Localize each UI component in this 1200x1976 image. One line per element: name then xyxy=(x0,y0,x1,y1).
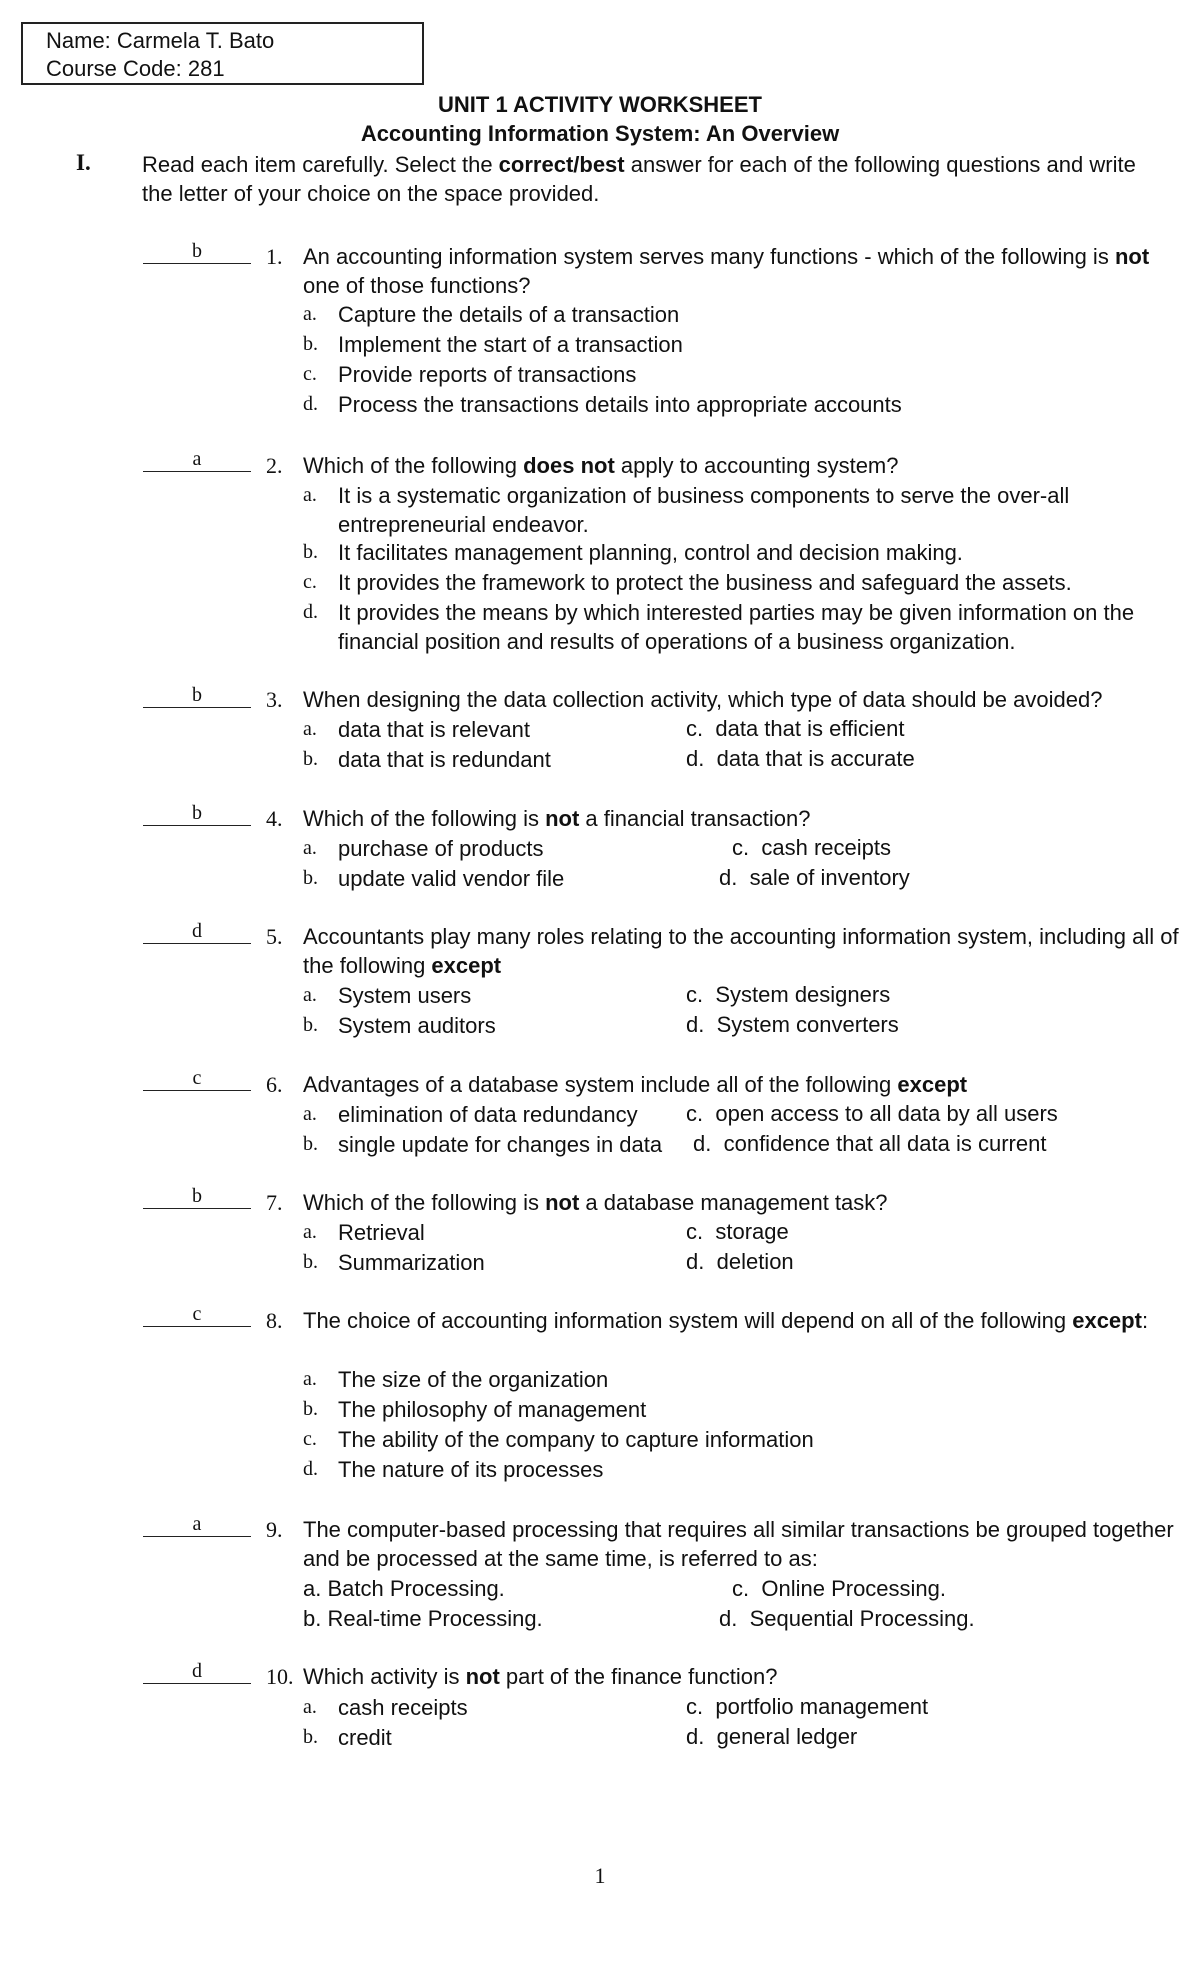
option-text: purchase of products xyxy=(338,836,544,861)
question-text: Which of the following does not apply to accounting system? xyxy=(303,453,899,478)
option-d: d. Sequential Processing. xyxy=(719,1606,975,1631)
option-text: Capture the details of a transaction xyxy=(338,302,680,327)
option-text: System auditors xyxy=(338,1013,496,1038)
section-numeral: I. xyxy=(76,150,91,175)
option-label: b. xyxy=(303,748,318,770)
option-text: The ability of the company to capture information xyxy=(338,1427,814,1452)
page-number: 1 xyxy=(594,1863,606,1888)
option-text: Summarization xyxy=(338,1250,485,1275)
name-course-box xyxy=(21,22,424,85)
option-label: d. xyxy=(303,1458,318,1480)
option-text: Retrieval xyxy=(338,1220,425,1245)
answer-blank[interactable]: d xyxy=(143,923,251,944)
option-label: a. xyxy=(303,1368,317,1390)
option-label: a. xyxy=(303,484,317,506)
answer-blank[interactable]: b xyxy=(143,243,251,264)
option-d: d. sale of inventory xyxy=(719,865,910,890)
question-number: 7. xyxy=(266,1190,283,1215)
option-d: d. confidence that all data is current xyxy=(693,1131,1047,1156)
option-text: It provides the means by which interested parties may be given information on the financial position and results of operations of a business organization. xyxy=(338,600,1135,654)
option-label: b. xyxy=(303,867,318,889)
option-text: single update for changes in data xyxy=(338,1132,663,1157)
option-a: a. Batch Processing. xyxy=(303,1576,505,1601)
option-label: c. xyxy=(303,363,317,385)
option-text: Implement the start of a transaction xyxy=(338,332,683,357)
option-text: cash receipts xyxy=(338,1695,468,1720)
option-label: b. xyxy=(303,1014,318,1036)
option-c: c. cash receipts xyxy=(732,835,891,860)
question-number: 6. xyxy=(266,1072,283,1097)
option-text: The size of the organization xyxy=(338,1367,609,1392)
question-number: 1. xyxy=(266,244,283,269)
answer-blank[interactable]: b xyxy=(143,805,251,826)
option-text: It facilitates management planning, control and decision making. xyxy=(338,540,963,565)
question-number: 9. xyxy=(266,1517,283,1542)
option-d: d. general ledger xyxy=(686,1724,858,1749)
option-text: System users xyxy=(338,983,472,1008)
option-d: d. System converters xyxy=(686,1012,899,1037)
option-d: d. deletion xyxy=(686,1249,794,1274)
option-text: update valid vendor file xyxy=(338,866,565,891)
option-text: credit xyxy=(338,1725,392,1750)
option-label: a. xyxy=(303,1696,317,1718)
question-number: 8. xyxy=(266,1308,283,1333)
question-number: 3. xyxy=(266,687,283,712)
question-number: 2. xyxy=(266,453,283,478)
option-text: The nature of its processes xyxy=(338,1457,604,1482)
section-instruction: Read each item carefully. Select the correct/best answer for each of the following questions and write the letter of your choice on the space provided. xyxy=(142,152,1136,206)
option-label: a. xyxy=(303,718,317,740)
answer-blank[interactable]: c xyxy=(143,1070,251,1091)
question-number: 4. xyxy=(266,806,283,831)
option-label: a. xyxy=(303,837,317,859)
option-c: c. portfolio management xyxy=(686,1694,929,1719)
option-label: c. xyxy=(303,1428,317,1450)
question-text: When designing the data collection activity, which type of data should be avoided? xyxy=(303,687,1103,712)
answer-blank[interactable]: c xyxy=(143,1306,251,1327)
answer-blank[interactable]: d xyxy=(143,1663,251,1684)
option-text: data that is relevant xyxy=(338,717,531,742)
question-text: An accounting information system serves many functions - which of the following is not one of those functions? xyxy=(303,244,1150,298)
option-text: The philosophy of management xyxy=(338,1397,647,1422)
option-text: elimination of data redundancy xyxy=(338,1102,638,1127)
option-label: a. xyxy=(303,303,317,325)
question-text: The computer-based processing that requires all similar transactions be grouped together and be processed at the same time, is referred to as: xyxy=(303,1517,1174,1571)
option-c: c. Online Processing. xyxy=(732,1576,947,1601)
question-text: Accountants play many roles relating to the accounting information system, including all of the following except xyxy=(303,924,1179,978)
answer-blank[interactable]: b xyxy=(143,1188,251,1209)
option-label: a. xyxy=(303,1103,317,1125)
option-text: Process the transactions details into appropriate accounts xyxy=(338,392,902,417)
answer-blank[interactable]: a xyxy=(143,451,251,472)
option-label: d. xyxy=(303,393,318,415)
option-c: c. open access to all data by all users xyxy=(686,1101,1058,1126)
option-text: data that is redundant xyxy=(338,747,551,772)
option-label: a. xyxy=(303,1221,317,1243)
option-text: It is a systematic organization of business components to serve the over-all entrepreneurial endeavor. xyxy=(338,483,1070,537)
option-label: b. xyxy=(303,1726,318,1748)
worksheet-subtitle: Accounting Information System: An Overview xyxy=(360,121,840,146)
option-label: b. xyxy=(303,1133,318,1155)
option-b: b. Real-time Processing. xyxy=(303,1606,543,1631)
question-text: The choice of accounting information system will depend on all of the following except: xyxy=(303,1308,1149,1333)
option-label: c. xyxy=(303,571,317,593)
question-text: Which of the following is not a database management task? xyxy=(303,1190,888,1215)
course-code: Course Code: 281 xyxy=(46,56,225,81)
option-text: Provide reports of transactions xyxy=(338,362,637,387)
question-text: Advantages of a database system include all of the following except xyxy=(303,1072,968,1097)
answer-blank[interactable]: b xyxy=(143,687,251,708)
question-text: Which activity is not part of the finance function? xyxy=(303,1664,778,1689)
option-label: a. xyxy=(303,984,317,1006)
question-text: Which of the following is not a financial transaction? xyxy=(303,806,811,831)
option-c: c. data that is efficient xyxy=(686,716,905,741)
option-c: c. System designers xyxy=(686,982,891,1007)
option-label: b. xyxy=(303,541,318,563)
option-label: b. xyxy=(303,1251,318,1273)
option-label: b. xyxy=(303,1398,318,1420)
answer-blank[interactable]: a xyxy=(143,1516,251,1537)
option-text: It provides the framework to protect the business and safeguard the assets. xyxy=(338,570,1072,595)
question-number: 5. xyxy=(266,924,283,949)
option-c: c. storage xyxy=(686,1219,789,1244)
option-d: d. data that is accurate xyxy=(686,746,915,771)
worksheet-title: UNIT 1 ACTIVITY WORKSHEET xyxy=(438,92,762,117)
option-label: b. xyxy=(303,333,318,355)
student-name: Name: Carmela T. Bato xyxy=(46,28,275,53)
option-label: d. xyxy=(303,601,318,623)
question-number: 10. xyxy=(266,1664,294,1689)
